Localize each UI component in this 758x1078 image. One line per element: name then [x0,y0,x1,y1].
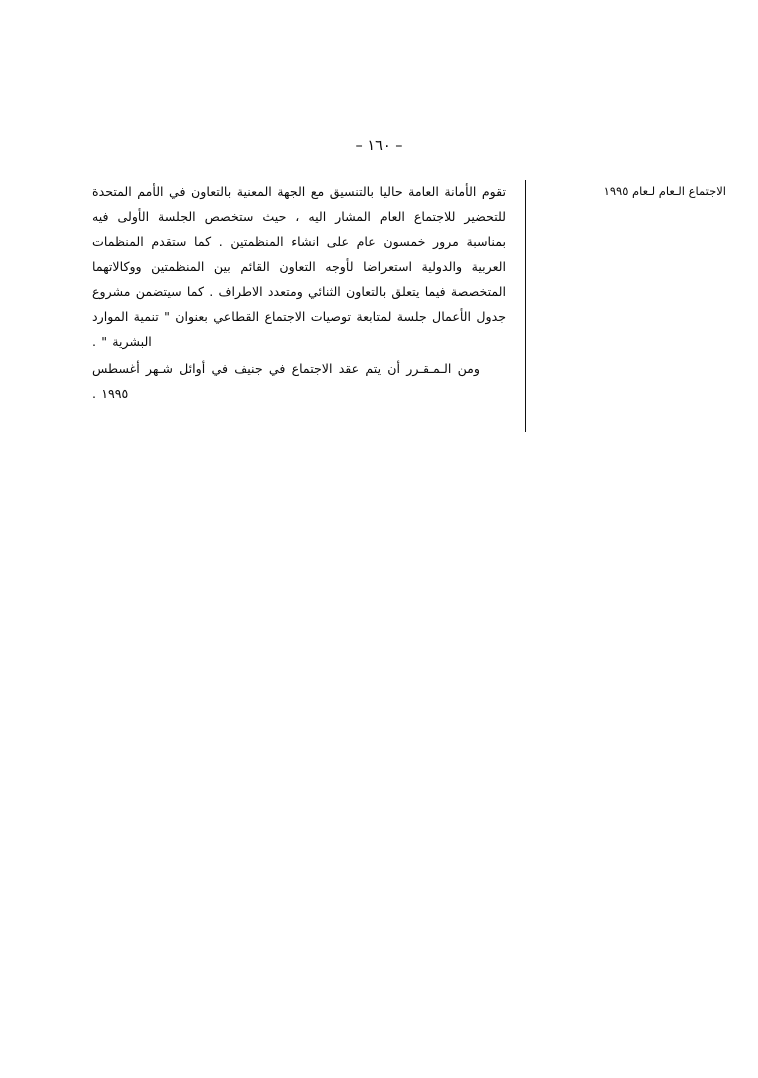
vertical-divider-rule [525,180,526,432]
paragraph-1: تقوم الأمانة العامة حاليا بالتنسيق مع الجهة المعنية بالتعاون في الأمم المتحدة للتحضير للاجتماع العام المشار اليه ، حيث ستخصص الجلسة الأولى فيه بمناسبة مرور خمسون عام على انشاء المنظمتين . كما ستقدم المنظمات العربية والدولية استعراضا لأوجه التعاون القائم بين المنظمتين ووكالاتهما المتخصصة فيما يتعلق بالتعاون الثنائي ومتعدد الاطراف . كما سيتضمن مشروع جدول الأعمال جلسة لمتابعة توصيات الاجتماع القطاعي بعنوان " تنمية الموارد البشرية " . [92,184,506,349]
margin-note-heading: الاجتماع الـعام لـعام ١٩٩٥ [603,184,726,198]
paragraph-2: ومن الـمـقـرر أن يتم عقد الاجتماع في جنيف في أوائل شـهر أغسطس ١٩٩٥ . [92,361,480,402]
body-text-block [92,180,506,407]
page-number: – ١٦٠ – [355,138,403,154]
